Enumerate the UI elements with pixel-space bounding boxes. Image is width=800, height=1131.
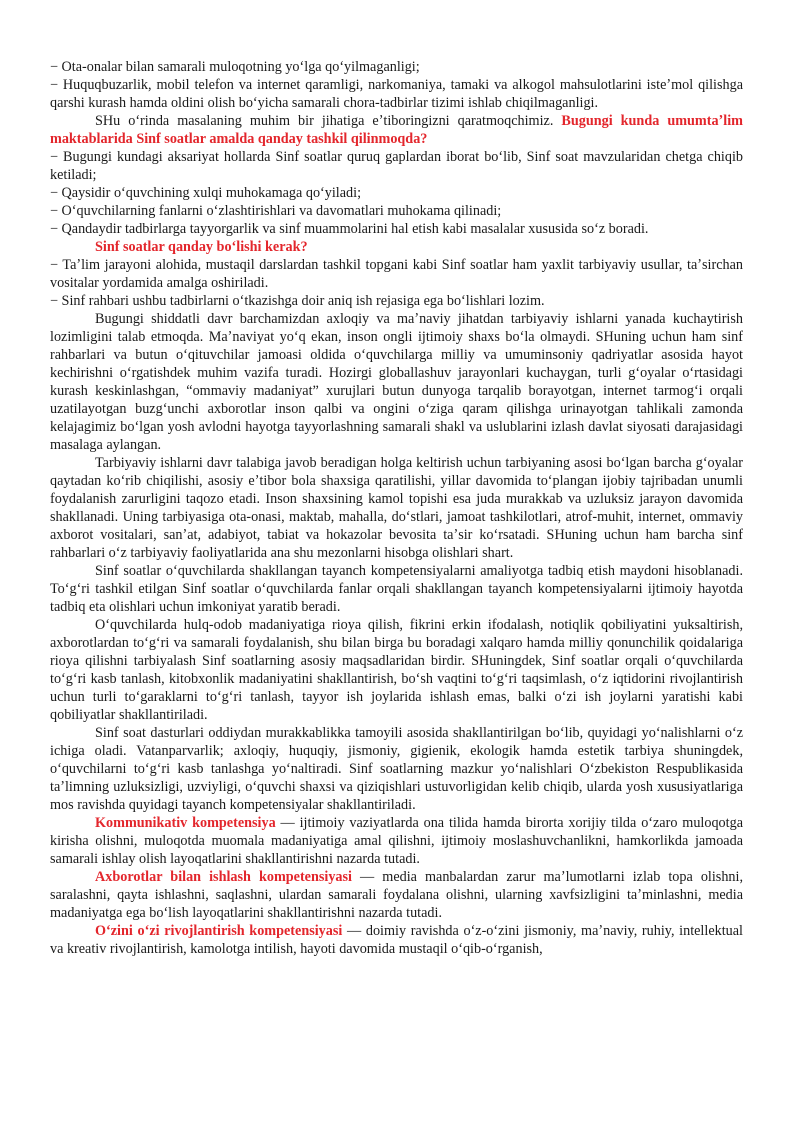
term-heading: Oʻzini oʻzi rivojlantirish kompetensiyasi xyxy=(95,923,343,939)
paragraph-13: Sinf soatlar oʻquvchilarda shakllangan tayanch kompetensiyalarni amaliyotga tadbiq etish maydoni hisoblanadi. Toʻgʻri tashkil etilgan Sinf soatlar oʻquvchilarda fanlar orqali shakllangan tayanch kompetensiyalarni ijtimoiy hayotda tadbiq eta olishlari uchun imkoniyat yaratib beradi. xyxy=(50,563,743,615)
paragraph-4: − Bugungi kundagi aksariyat hollarda Sinf soatlar quruq gaplardan iborat boʻlib, Sinf soat mavzularidan chetga chiqib ketiladi; xyxy=(50,149,743,183)
paragraph-7: − Qandaydir tadbirlarga tayyorgarlik va sinf muammolarini hal etish kabi masalalar xususida soʻz boradi. xyxy=(50,221,649,237)
section-heading: Bugungi kunda umumtaʼlim maktablarida Sinf soatlar amalda qanday tashkil qilinmoqda? xyxy=(50,113,743,147)
paragraph-10: − Sinf rahbari ushbu tadbirlarni oʻtkazishga doir aniq ish rejasiga ega boʻlishlari lozim. xyxy=(50,293,545,309)
paragraph-3: SHu oʻrinda masalaning muhim bir jihatiga eʼtiboringizni qaratmoqchimiz. Bugungi kunda umumtaʼlim maktablarida Sinf soatlar amalda qanday tashkil qilinmoqda? xyxy=(50,113,743,147)
term-heading: Kommunikativ kompetensiya xyxy=(95,815,276,831)
term-heading: Axborotlar bilan ishlash kompetensiyasi xyxy=(95,869,352,885)
paragraph-11: Bugungi shiddatli davr barchamizdan axloqiy va maʼnaviy jihatdan tarbiyaviy ishlarni yanada kuchaytirish lozimligini talab etmoqda. Maʼnaviyat yoʻq ekan, inson ongli ijtimoiy shaxs boʻla olmaydi. SHuning uchun ham sinf rahbarlari va butun oʻqituvchilar jamoasi oldida oʻquvchilarga milliy va umuminsoniy qadriyatlar asosida hayot kechirishni oʻrgatishdek muhim vazifa turadi. Hozirgi globallashuv jarayonlari kuchaygan, turli gʻoyalar oʻrtasidagi kurash keskinlashgan, “ommaviy madaniyat” xurujlari butun dunyoga tarqalib borayotgan, internet tarmogʻi orqali uzatilayotgan buzgʻunchi axborotlar inson qalbi va ongini oʻziga qaram qilishga urinayotgan tahlikali zamonda kelajagimiz boʻlgan yosh avlodni hayotga tayyorlashning samarali shakl va uslublarini izlash davlat siyosati darajasidagi masalaga aylangan. xyxy=(50,311,743,453)
paragraph-6: − Oʻquvchilarning fanlarni oʻzlashtirishlari va davomatlari muhokama qilinadi; xyxy=(50,203,502,219)
paragraph-15: Sinf soat dasturlari oddiydan murakkablikka tamoyili asosida shakllantirilgan boʻlib, quyidagi yoʻnalishlarni oʻz ichiga oladi. Vatanparvarlik; axloqiy, huquqiy, jismoniy, gigienik, ekologik hamda estetik tarbiya shuningdek, oʻquvchilarni toʻgʻri kasb tanlashga yoʻnaltiradi. Sinf soatlarning mazkur yoʻnalishlari Oʻzbekiston Respublikasida taʼlimning uzluksizligi, uzviyligi, oʻquvchi shaxsi va qiziqishlari ustuvorligidan kelib chiqib, ularda yosh xususiyatlariga mos ravishda quyidagi tayanch kompetensiyalar shakllantiriladi. xyxy=(50,725,743,813)
section-heading: Sinf soatlar qanday boʻlishi kerak? xyxy=(95,239,308,255)
paragraph-12: Tarbiyaviy ishlarni davr talabiga javob beradigan holga keltirish uchun tarbiyaning asosi boʻlgan barcha gʻoyalar qaytadan koʻrib chiqilishi, asosiy eʼtibor bola shaxsiga qaratilishi, yillar davomida toʻplangan ijobiy tajribadan unumli foydalanish zarurligini taqozo etadi. Inson shaxsining kamol topishi esa juda murakkab va uzluksiz jarayon davomida shakllanadi. Uning tarbiyasiga ota-onasi, maktab, mahalla, doʻstlari, jamoat tashkilotlari, atrof-muhit, internet, ommaviy axborot vositalari, sanʼat, adabiyot, tabiat va hokazolar bevosita taʼsir koʻrsatadi. SHuning uchun ham barcha sinf rahbarlari oʻz tarbiyaviy faoliyatlarida ana shu mezonlarni hisobga olishlari shart. xyxy=(50,455,743,561)
paragraph-2: − Huquqbuzarlik, mobil telefon va internet qaramligi, narkomaniya, tamaki va alkogol mahsulotlarini isteʼmol qilishga qarshi kurash hamda oldini olish boʻyicha samarali chora-tadbirlar tizimi ishlab chiqilmaganligi. xyxy=(50,77,743,111)
paragraph-16: Kommunikativ kompetensiya — ijtimoiy vaziyatlarda ona tilida hamda birorta xorijiy tilda oʻzaro muloqotga kirisha olishni, muloqotda muomala madaniyatiga amal qilishni, ijtimoiy moslashuvchanlikni, hamkorlikda jamoada samarali ishlay olish layoqatlarini shakllantirishni nazarda tutadi. xyxy=(50,815,743,867)
paragraph-18: Oʻzini oʻzi rivojlantirish kompetensiyasi — doimiy ravishda oʻz-oʻzini jismoniy, maʼnaviy, ruhiy, intellektual va kreativ rivojlantirish, kamolotga intilish, hayoti davomida mustaqil oʻqib-oʻrganish, xyxy=(50,923,743,957)
paragraph-5: − Qaysidir oʻquvchining xulqi muhokamaga qoʻyiladi; xyxy=(50,185,362,201)
paragraph-17: Axborotlar bilan ishlash kompetensiyasi — media manbalardan zarur maʼlumotlarni izlab topa olishni, saralashni, qayta ishlashni, saqlashni, ulardan samarali foydalana olishni, ularning xavfsizligini taʼminlashni, media madaniyatga ega boʻlish layoqatlarini shakllantirishni nazarda tutadi. xyxy=(50,869,743,921)
paragraph-9: − Taʼlim jarayoni alohida, mustaqil darslardan tashkil topgani kabi Sinf soatlar ham yaxlit tarbiyaviy usullar, taʼsirchan vositalar yordamida amalga oshiriladi. xyxy=(50,257,743,291)
paragraph-1: − Ota-onalar bilan samarali muloqotning yoʻlga qoʻyilmaganligi; xyxy=(50,59,420,75)
paragraph-14: Oʻquvchilarda hulq-odob madaniyatiga rioya qilish, fikrini erkin ifodalash, notiqlik qobiliyatini yuksaltirish, axborotlardan toʻgʻri va samarali foydalanish, shu bilan birga bu boradagi xalqaro hamda milliy qonunchilik qoidalariga rioya qilishni tarbiyalash Sinf soatlarning asosiy maqsadlaridan birdir. SHuningdek, Sinf soatlar orqali oʻquvchilarda toʻgʻri kasb tanlash, kitobxonlik madaniyatini shakllantirish, boʻsh vaqtini toʻgʻri taqsimlash, oʻz iqtidorini rivojlantirish uchun turli toʻgaraklarni toʻgʻri tanlash, tayyor ish joylarida ishlash emas, balki oʻzi ish joylarni yaratishi kabi qobiliyatlar shakllantiriladi. xyxy=(50,617,743,723)
paragraph-8 xyxy=(50,238,743,256)
